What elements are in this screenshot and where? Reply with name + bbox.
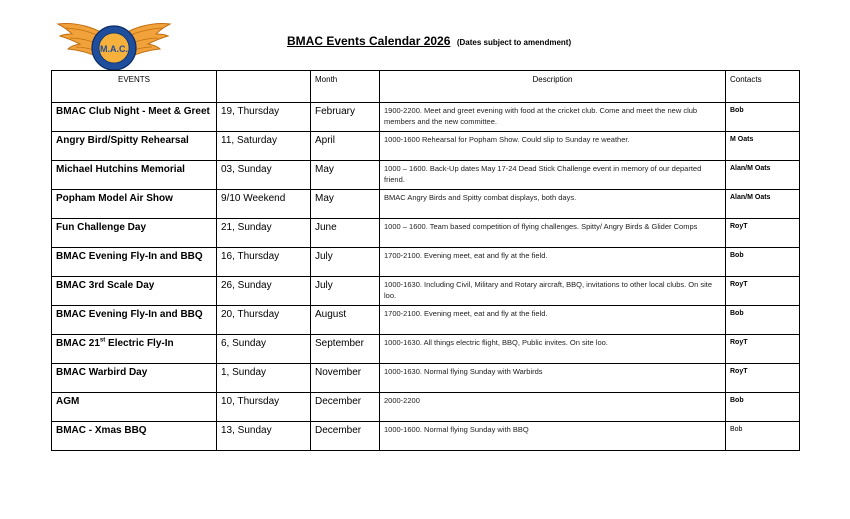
event-name: Michael Hutchins Memorial — [52, 161, 217, 190]
event-name: BMAC 3rd Scale Day — [52, 277, 217, 306]
winged-badge-icon — [56, 12, 172, 78]
event-description: 1700-2100. Evening meet, eat and fly at the field. — [380, 306, 726, 335]
event-description: 1900-2200. Meet and greet evening with food at the cricket club. Come and meet the new club members and the new committee. — [380, 103, 726, 132]
event-contact: Bob — [726, 393, 800, 422]
event-name: BMAC Club Night - Meet & Greet — [52, 103, 217, 132]
event-name-post: Electric Fly-In — [105, 338, 174, 349]
event-date: 19, Thursday — [217, 103, 311, 132]
event-month: December — [311, 422, 380, 451]
table-row — [52, 277, 800, 306]
table-row — [52, 103, 800, 132]
event-contact: Alan/M Oats — [726, 161, 800, 190]
event-contact: Alan/M Oats — [726, 190, 800, 219]
event-month: December — [311, 393, 380, 422]
event-month: June — [311, 219, 380, 248]
event-month: August — [311, 306, 380, 335]
club-logo — [56, 12, 172, 78]
event-name: BMAC Warbird Day — [52, 364, 217, 393]
event-date: 9/10 Weekend — [217, 190, 311, 219]
event-date: 03, Sunday — [217, 161, 311, 190]
table-row — [52, 132, 800, 161]
table-row — [52, 161, 800, 190]
event-contact: Bob — [726, 248, 800, 277]
logo-text: M.A.C. — [100, 44, 128, 54]
col-header-contacts: Contacts — [726, 71, 800, 103]
event-contact: Bob — [726, 103, 800, 132]
event-name: BMAC Evening Fly-In and BBQ — [52, 306, 217, 335]
table-row — [52, 248, 800, 277]
event-description: 1000-1630. Including Civil, Military and Rotary aircraft, BBQ, invitations to other local clubs. On site loo. — [380, 277, 726, 306]
event-month: September — [311, 335, 380, 364]
event-description: 1000 – 1600. Back-Up dates May 17-24 Dead Stick Challenge event in memory of our departed friend. — [380, 161, 726, 190]
page-title — [287, 32, 571, 50]
events-table — [51, 70, 800, 451]
event-description: 1700-2100. Evening meet, eat and fly at the field. — [380, 248, 726, 277]
event-contact: M Oats — [726, 132, 800, 161]
event-date: 10, Thursday — [217, 393, 311, 422]
table-row — [52, 335, 800, 364]
event-name — [52, 335, 217, 364]
event-contact: RoyT — [726, 277, 800, 306]
event-contact: RoyT — [726, 219, 800, 248]
table-row — [52, 364, 800, 393]
col-header-month: Month — [311, 71, 380, 103]
event-date: 21, Sunday — [217, 219, 311, 248]
event-name: Popham Model Air Show — [52, 190, 217, 219]
event-month: July — [311, 248, 380, 277]
col-header-description: Description — [380, 71, 726, 103]
event-date: 1, Sunday — [217, 364, 311, 393]
event-description: 1000 – 1600. Team based competition of flying challenges. Spitty/ Angry Birds & Glider Comps — [380, 219, 726, 248]
col-header-events: EVENTS — [52, 71, 217, 103]
event-name: AGM — [52, 393, 217, 422]
event-name: BMAC Evening Fly-In and BBQ — [52, 248, 217, 277]
event-description: 1000-1630. Normal flying Sunday with Warbirds — [380, 364, 726, 393]
table-row — [52, 393, 800, 422]
calendar-subtitle: (Dates subject to amendment) — [456, 38, 572, 47]
event-month: May — [311, 161, 380, 190]
event-date: 20, Thursday — [217, 306, 311, 335]
col-header-date — [217, 71, 311, 103]
event-description: 2000-2200 — [380, 393, 726, 422]
event-contact: RoyT — [726, 335, 800, 364]
event-date: 26, Sunday — [217, 277, 311, 306]
event-date: 13, Sunday — [217, 422, 311, 451]
event-date: 6, Sunday — [217, 335, 311, 364]
event-date: 16, Thursday — [217, 248, 311, 277]
event-month: February — [311, 103, 380, 132]
calendar-title: BMAC Events Calendar 2026 — [287, 34, 451, 48]
event-contact: RoyT — [726, 364, 800, 393]
event-month: May — [311, 190, 380, 219]
table-row — [52, 422, 800, 451]
table-header-row — [52, 71, 800, 103]
event-contact: Bob — [726, 306, 800, 335]
event-name-ordinal: st — [99, 337, 106, 344]
table-row — [52, 190, 800, 219]
event-date: 11, Saturday — [217, 132, 311, 161]
event-contact: Bob — [726, 422, 800, 451]
event-name-pre: BMAC 21 — [56, 338, 100, 349]
event-name: Angry Bird/Spitty Rehearsal — [52, 132, 217, 161]
event-description: 1000-1600 Rehearsal for Popham Show. Could slip to Sunday re weather. — [380, 132, 726, 161]
event-description: BMAC Angry Birds and Spitty combat displays, both days. — [380, 190, 726, 219]
event-description: 1000-1600. Normal flying Sunday with BBQ — [380, 422, 726, 451]
event-description: 1000-1630. All things electric flight, BBQ, Public invites. On site loo. — [380, 335, 726, 364]
event-month: April — [311, 132, 380, 161]
event-name: Fun Challenge Day — [52, 219, 217, 248]
table-row — [52, 306, 800, 335]
event-name: BMAC - Xmas BBQ — [52, 422, 217, 451]
table-row — [52, 219, 800, 248]
event-month: November — [311, 364, 380, 393]
event-month: July — [311, 277, 380, 306]
